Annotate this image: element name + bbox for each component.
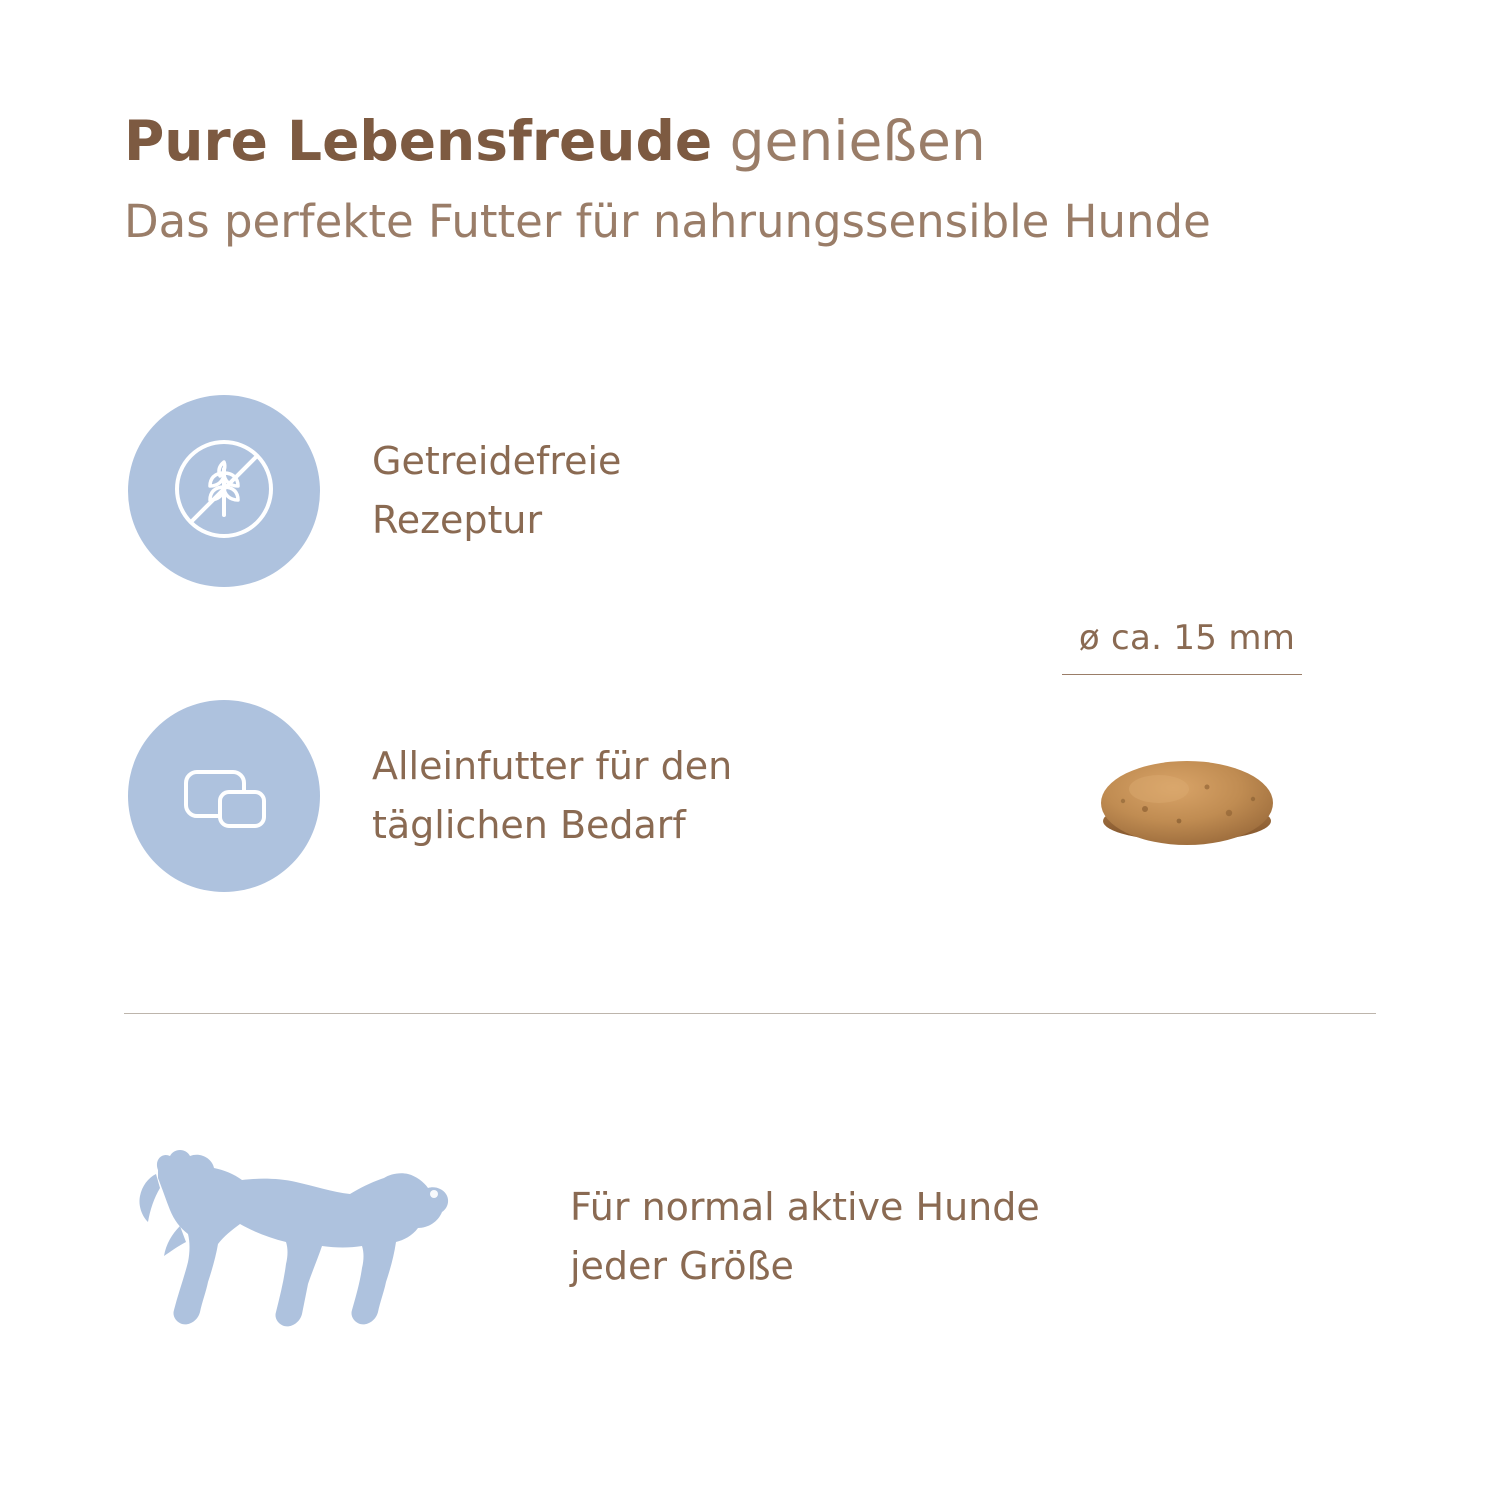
feature-icon-badge [128, 395, 320, 587]
page-title [124, 110, 1404, 173]
header [124, 110, 1404, 249]
kibble-size-block [1062, 618, 1312, 881]
page-title-strong: Pure Lebensfreude [124, 109, 713, 173]
page-subtitle: Das perfekte Futter für nahrungssensible Hunde [124, 195, 1211, 249]
complete-food-icon [164, 734, 284, 858]
running-dog-icon [128, 1130, 498, 1344]
page-title-light: genießen [712, 109, 986, 173]
kibble-size-label: ø ca. 15 mm [1078, 618, 1296, 658]
bottom-feature-row [128, 1130, 1378, 1344]
feature-complete-food-line2: täglichen Bedarf [372, 803, 686, 847]
feature-grain-free-line2: Rezeptur [372, 498, 543, 542]
feature-grain-free-line1: Getreidefreie [372, 439, 622, 484]
feature-complete-food [128, 700, 732, 892]
section-divider [124, 1013, 1376, 1014]
feature-grain-free [128, 395, 621, 587]
kibble-photo [1062, 717, 1312, 881]
kibble-size-rule [1062, 674, 1302, 675]
feature-grain-free-text [372, 432, 621, 550]
feature-icon-badge [128, 700, 320, 892]
bottom-feature-line2: jeder Größe [570, 1244, 794, 1288]
bottom-feature-line1: Für normal aktive Hunde [570, 1185, 1040, 1230]
feature-complete-food-line1: Alleinfutter für den [372, 744, 733, 789]
no-grain-icon [164, 429, 284, 553]
feature-complete-food-text [372, 737, 732, 855]
bottom-feature-text [570, 1178, 1040, 1296]
